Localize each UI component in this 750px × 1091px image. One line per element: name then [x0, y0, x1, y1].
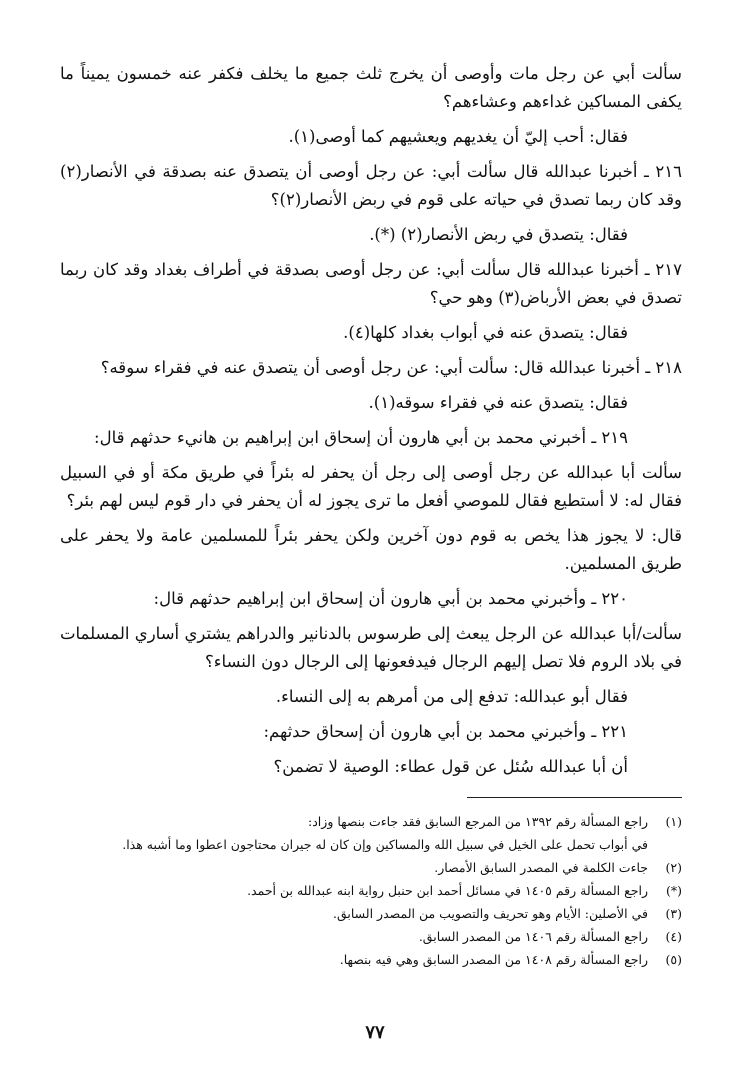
- footnote: [60, 902, 682, 925]
- paragraph: فقال أبو عبدالله: تدفع إلى من أمرهم به إلى النساء.: [275, 687, 628, 706]
- footnote-text: في أبواب تحمل على الخيل في سبيل الله والمساكين وإن كان له جيران محتاجون اعطوا وما أشبه هذا.: [122, 837, 648, 852]
- paragraph: ٢١٦ ـ أخبرنا عبدالله قال سألت أبي: عن رجل أوصى أن يتصدق عنه بصدقة في الأنصار(٢) وقد كان ربما تصدق في حياته على قوم في ربض الأنصار(٢)؟: [60, 162, 682, 209]
- footnotes: [60, 810, 682, 971]
- footnote-number: (٣): [665, 906, 682, 921]
- paragraph: فقال: يتصدق عنه في أبواب بغداد كلها(٤).: [343, 323, 628, 342]
- paragraph: ٢٢٠ ـ وأخبرني محمد بن أبي هارون أن إسحاق ابن إبراهيم حدثهم قال:: [153, 589, 628, 608]
- paragraph: فقال: يتصدق عنه في فقراء سوقه(١).: [368, 393, 628, 412]
- footnote: [60, 856, 682, 879]
- paragraph: سألت أبا عبدالله عن رجل أوصى إلى رجل أن يحفر له بئراً في طريق مكة أو في السبيل فقال له: لا أستطيع فقال للموصي أفعل ما ترى يجوز له أن يحفر في دار قوم ليس لهم بئر؟: [60, 463, 682, 510]
- page-number: ٧٧: [365, 1022, 385, 1043]
- paragraph: فقال: أحب إليّ أن يغديهم ويعشيهم كما أوصى(١).: [288, 127, 628, 146]
- paragraph: قال: لا يجوز هذا يخص به قوم دون آخرين ولكن يحفر بئراً للمسلمين عامة ولا يحفر على طريق المسلمين.: [60, 526, 682, 573]
- paragraph: ٢١٩ ـ أخبرني محمد بن أبي هارون أن إسحاق ابن إبراهيم بن هانيء حدثهم قال:: [94, 428, 628, 447]
- footnote-number: (١): [665, 814, 682, 829]
- footnote-text: راجع المسألة رقم ١٤٠٦ من المصدر السابق.: [418, 929, 648, 944]
- footnote: [60, 925, 682, 948]
- footnote-text: راجع المسألة رقم ١٣٩٢ من المرجع السابق فقد جاءت بنصها وزاد:: [308, 814, 648, 829]
- paragraph: ٢١٧ ـ أخبرنا عبدالله قال سألت أبي: عن رجل أوصى بصدقة في أطراف بغداد وقد كان ربما تصدق في بعض الأرباض(٣) وهو حي؟: [60, 260, 682, 307]
- main-text: [60, 60, 682, 781]
- footnote: [60, 833, 682, 856]
- footnote: [60, 879, 682, 902]
- footnote-divider: [467, 797, 682, 798]
- paragraph: سألت/أبا عبدالله عن الرجل يبعث إلى طرسوس بالدنانير والدراهم يشتري أساري المسلمات في بلاد الروم فلا تصل إليهم الرجال فيدفعونها إلى الرجال دون النساء؟: [60, 624, 682, 671]
- footnote-number: (*): [665, 883, 682, 898]
- footnote: [60, 810, 682, 833]
- footnote: [60, 948, 682, 971]
- paragraph: سألت أبي عن رجل مات وأوصى أن يخرج ثلث جميع ما يخلف فكفر عنه خمسون يميناً ما يكفى المساكين غداءهم وعشاءهم؟: [60, 64, 682, 111]
- footnote-number: (٢): [665, 860, 682, 875]
- paragraph: ٢٢١ ـ وأخبرني محمد بن أبي هارون أن إسحاق حدثهم:: [263, 722, 628, 741]
- footnote-text: راجع المسألة رقم ١٤٠٨ من المصدر السابق وهي فيه بنصها.: [339, 952, 648, 967]
- footnote-text: جاءت الكلمة في المصدر السابق الأمصار.: [434, 860, 648, 875]
- paragraph: فقال: يتصدق في ربض الأنصار(٢) (*).: [369, 225, 628, 244]
- footnote-number: (٤): [665, 929, 682, 944]
- footnote-number: (٥): [665, 952, 682, 967]
- paragraph: أن أبا عبدالله سُئل عن قول عطاء: الوصية لا تضمن؟: [273, 757, 628, 776]
- paragraph: ٢١٨ ـ أخبرنا عبدالله قال: سألت أبي: عن رجل أوصى أن يتصدق عنه في فقراء سوقه؟: [100, 358, 682, 377]
- footnote-text: راجع المسألة رقم ١٤٠٥ في مسائل أحمد ابن حنبل رواية ابنه عبدالله بن أحمد.: [247, 883, 648, 898]
- footnote-text: في الأصلين: الأيام وهو تحريف والتصويب من المصدر السابق.: [332, 906, 648, 921]
